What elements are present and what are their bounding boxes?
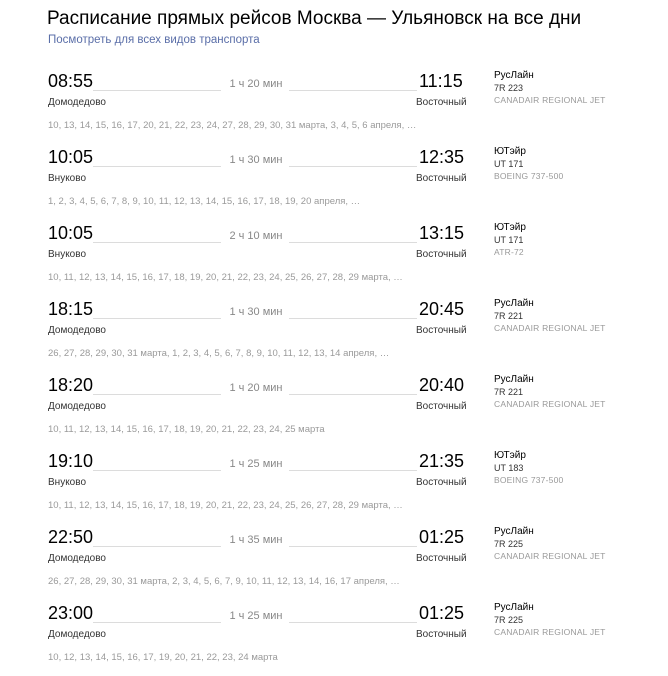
flight-duration: 1 ч 30 мин (229, 154, 283, 166)
flight-row[interactable] (0, 220, 668, 296)
aircraft-type: ATR-72 (494, 247, 524, 257)
flight-days: 26, 27, 28, 29, 30, 31 марта, 2, 3, 4, 5, 6, 7, 9, 10, 11, 12, 13, 14, 16, 17 апреля, … (48, 576, 400, 587)
flight-days: 10, 13, 14, 15, 16, 17, 20, 21, 22, 23, 24, 27, 28, 29, 30, 31 марта, 3, 4, 5, 6 апреля, … (48, 120, 417, 131)
departure-time: 18:15 (48, 299, 94, 319)
aircraft-type: CANADAIR REGIONAL JET (494, 95, 606, 105)
flight-days: 10, 11, 12, 13, 14, 15, 16, 17, 18, 19, 20, 21, 22, 23, 24, 25, 26, 27, 28, 29 марта, … (48, 272, 403, 283)
route-line (289, 622, 417, 623)
flight-number: UT 171 (494, 235, 524, 245)
aircraft-type: BOEING 737-500 (494, 475, 564, 485)
route-line (93, 166, 221, 167)
route-line (93, 546, 221, 547)
flight-number: UT 183 (494, 463, 524, 473)
airline-name: РусЛайн (494, 374, 534, 385)
flight-row[interactable] (0, 68, 668, 144)
departure-time: 08:55 (48, 71, 94, 91)
arrival-airport: Восточный (416, 629, 467, 640)
airline-name: ЮТэйр (494, 222, 526, 233)
route-line (289, 546, 417, 547)
flight-list (0, 68, 668, 676)
airline-name: ЮТэйр (494, 146, 526, 157)
flight-duration: 1 ч 25 мин (229, 610, 283, 622)
departure-airport: Домодедово (48, 97, 106, 108)
arrival-time: 13:15 (419, 223, 465, 243)
flight-duration: 2 ч 10 мин (229, 230, 283, 242)
flight-days: 10, 11, 12, 13, 14, 15, 16, 17, 18, 19, 20, 21, 22, 23, 24, 25, 26, 27, 28, 29 марта, … (48, 500, 403, 511)
arrival-airport: Восточный (416, 97, 467, 108)
flight-number: 7R 221 (494, 387, 524, 397)
flight-row[interactable] (0, 524, 668, 600)
flight-duration: 1 ч 30 мин (229, 306, 283, 318)
flight-duration: 1 ч 25 мин (229, 458, 283, 470)
arrival-time: 20:40 (419, 375, 465, 395)
route-line (289, 166, 417, 167)
route-line (93, 90, 221, 91)
route-line (289, 242, 417, 243)
route-line (93, 394, 221, 395)
flight-days: 26, 27, 28, 29, 30, 31 марта, 1, 2, 3, 4, 5, 6, 7, 8, 9, 10, 11, 12, 13, 14 апреля, … (48, 348, 390, 359)
departure-time: 22:50 (48, 527, 94, 547)
route-line (289, 90, 417, 91)
flight-duration: 1 ч 20 мин (229, 78, 283, 90)
flight-number: 7R 223 (494, 83, 524, 93)
aircraft-type: CANADAIR REGIONAL JET (494, 399, 606, 409)
arrival-airport: Восточный (416, 477, 467, 488)
arrival-time: 21:35 (419, 451, 465, 471)
departure-time: 10:05 (48, 147, 94, 167)
aircraft-type: CANADAIR REGIONAL JET (494, 627, 606, 637)
flight-row[interactable] (0, 296, 668, 372)
page-title: Расписание прямых рейсов Москва — Ульяновск на все дни (47, 8, 582, 29)
flight-row[interactable] (0, 144, 668, 220)
arrival-time: 20:45 (419, 299, 465, 319)
flight-duration: 1 ч 20 мин (229, 382, 283, 394)
airline-name: РусЛайн (494, 298, 534, 309)
flight-number: 7R 225 (494, 539, 524, 549)
airline-name: РусЛайн (494, 602, 534, 613)
arrival-time: 12:35 (419, 147, 465, 167)
arrival-airport: Восточный (416, 249, 467, 260)
flight-number: 7R 221 (494, 311, 524, 321)
route-line (93, 470, 221, 471)
flight-row[interactable] (0, 600, 668, 676)
departure-time: 19:10 (48, 451, 94, 471)
departure-airport: Внуково (48, 249, 87, 260)
departure-airport: Домодедово (48, 629, 106, 640)
departure-time: 23:00 (48, 603, 94, 623)
arrival-airport: Восточный (416, 553, 467, 564)
departure-time: 18:20 (48, 375, 94, 395)
departure-airport: Домодедово (48, 401, 106, 412)
departure-airport: Внуково (48, 173, 87, 184)
airline-name: РусЛайн (494, 526, 534, 537)
aircraft-type: BOEING 737-500 (494, 171, 564, 181)
route-line (93, 242, 221, 243)
route-line (289, 318, 417, 319)
aircraft-type: CANADAIR REGIONAL JET (494, 323, 606, 333)
departure-airport: Внуково (48, 477, 87, 488)
departure-airport: Домодедово (48, 325, 106, 336)
flight-days: 10, 12, 13, 14, 15, 16, 17, 19, 20, 21, 22, 23, 24 марта (48, 652, 278, 663)
flight-row[interactable] (0, 448, 668, 524)
route-line (93, 318, 221, 319)
flight-row[interactable] (0, 372, 668, 448)
departure-time: 10:05 (48, 223, 94, 243)
arrival-airport: Восточный (416, 325, 467, 336)
flight-days: 10, 11, 12, 13, 14, 15, 16, 17, 18, 19, 20, 21, 22, 23, 24, 25 марта (48, 424, 325, 435)
flight-number: 7R 225 (494, 615, 524, 625)
arrival-time: 11:15 (419, 71, 463, 91)
flight-days: 1, 2, 3, 4, 5, 6, 7, 8, 9, 10, 11, 12, 13, 14, 15, 16, 17, 18, 19, 20 апреля, … (48, 196, 361, 207)
airline-name: РусЛайн (494, 70, 534, 81)
arrival-airport: Восточный (416, 401, 467, 412)
airline-name: ЮТэйр (494, 450, 526, 461)
flight-duration: 1 ч 35 мин (229, 534, 283, 546)
arrival-time: 01:25 (419, 527, 465, 547)
route-line (289, 394, 417, 395)
route-line (289, 470, 417, 471)
flight-number: UT 171 (494, 159, 524, 169)
arrival-time: 01:25 (419, 603, 465, 623)
departure-airport: Домодедово (48, 553, 106, 564)
arrival-airport: Восточный (416, 173, 467, 184)
aircraft-type: CANADAIR REGIONAL JET (494, 551, 606, 561)
all-transport-link[interactable]: Посмотреть для всех видов транспорта (48, 34, 260, 46)
route-line (93, 622, 221, 623)
